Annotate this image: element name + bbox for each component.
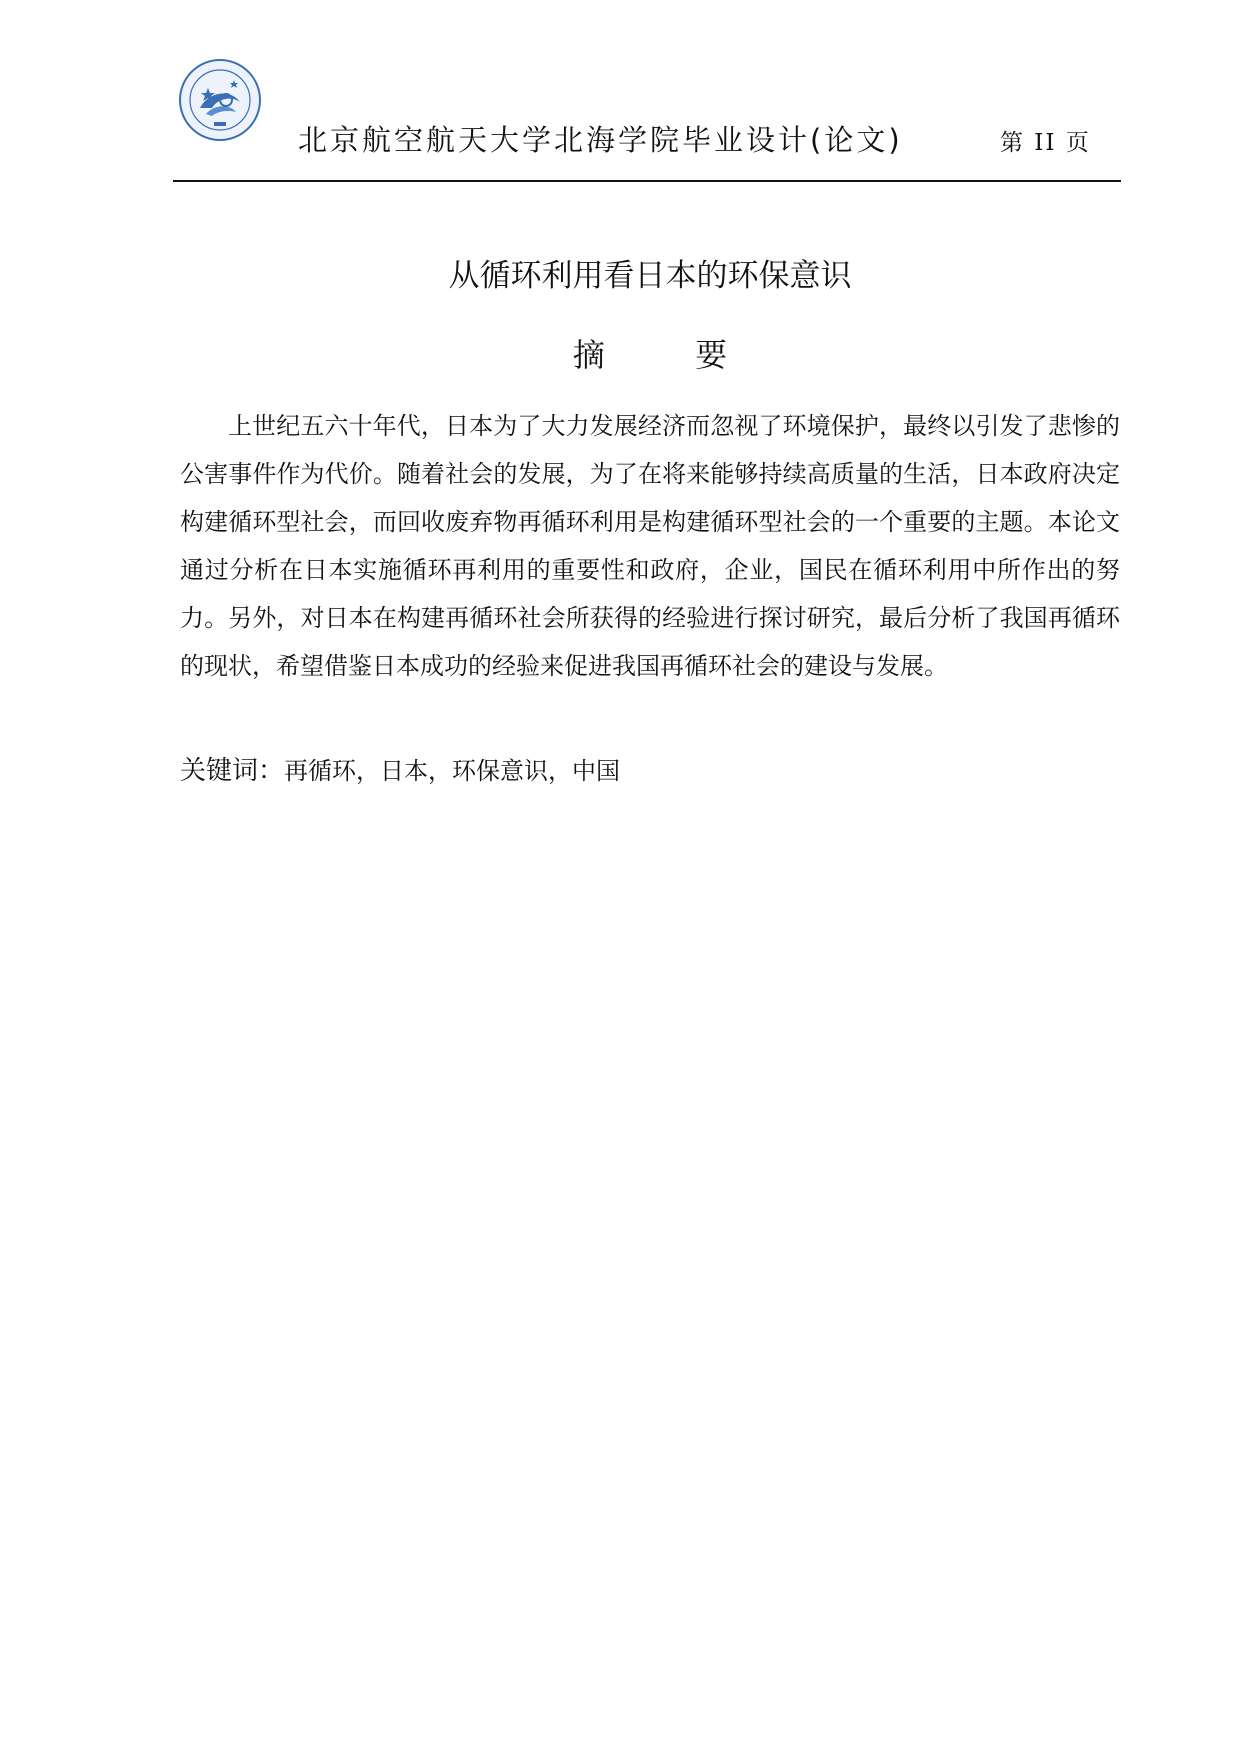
document-title: 从循环利用看日本的环保意识 [448,258,852,294]
keywords-label: 关键词： [180,756,285,786]
university-seal-icon [178,58,262,142]
keywords-line [180,750,620,787]
abstract-heading: 摘 要 [572,336,768,374]
page-number: 第 II 页 [1000,130,1091,156]
header-title: 北京航空航天大学北海学院毕业设计(论文) [298,123,903,157]
abstract-body: 上世纪五六十年代，日本为了大力发展经济而忽视了环境保护，最终以引发了悲惨的公害事件作为代价。随着社会的发展，为了在将来能够持续高质量的生活，日本政府决定构建循环型社会，而回收废弃物再循环利用是构建循环型社会的一个重要的主题。本论文通过分析在日本实施循环再利用的重要性和政府，企业，国民在循环利用中所作出的努力。另外，对日本在构建再循环社会所获得的经验进行探讨研究，最后分析了我国再循环的现状，希望借鉴日本成功的经验来促进我国再循环社会的建设与发展。 [180,412,1120,680]
keywords-value: 再循环，日本，环保意识，中国 [284,757,621,785]
header-divider [173,180,1121,182]
